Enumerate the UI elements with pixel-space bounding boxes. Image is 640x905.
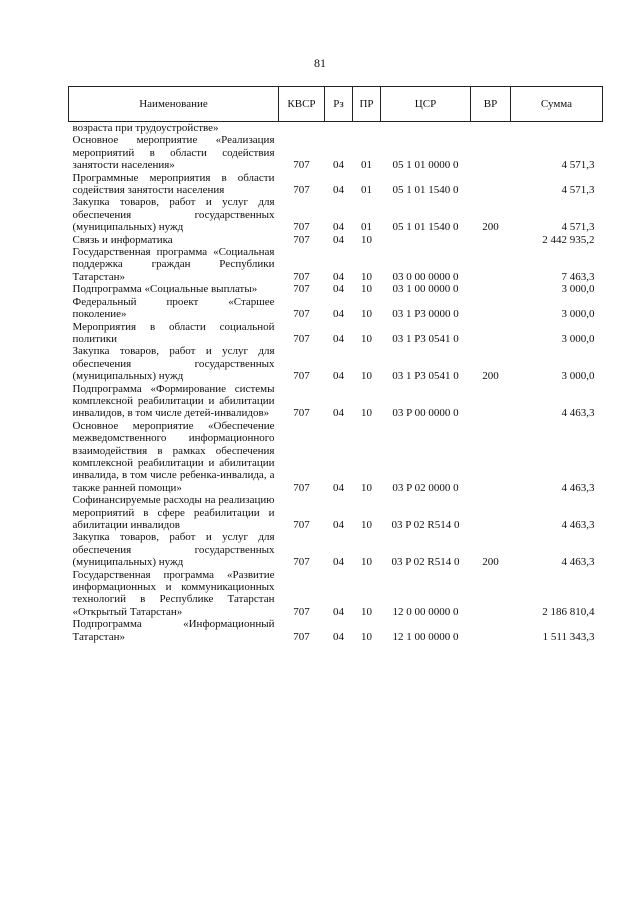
- cell-sum: 3 000,0: [561, 283, 595, 296]
- cell-csr: 05 1 01 1540 0: [392, 184, 459, 197]
- cell-vr: [471, 296, 511, 321]
- cell-pr: 10: [361, 233, 372, 246]
- header-name: Наименование: [69, 87, 279, 122]
- cell-kvsr: 707: [293, 370, 310, 383]
- table-row: [69, 122, 603, 135]
- header-pr: ПР: [353, 87, 381, 122]
- cell-name: Подпрограмма «Информационный Татарстан»: [72, 618, 275, 643]
- cell-csr: 12 1 00 0000 0: [392, 630, 459, 643]
- cell-kvsr: 707: [293, 308, 310, 321]
- cell-sum: 4 571,3: [561, 221, 595, 234]
- cell-pr: 10: [361, 605, 372, 618]
- cell-kvsr: 707: [293, 481, 310, 494]
- cell-kvsr: 707: [293, 407, 310, 420]
- table-row: [69, 494, 603, 531]
- cell-kvsr: 707: [293, 630, 310, 643]
- cell-name: Государственная программа «Развитие информационных и коммуникационных технологий в Республике Татарстан «Открытый Татарстан»: [72, 568, 275, 618]
- cell-kvsr: 707: [293, 270, 310, 283]
- cell-vr: [471, 234, 511, 246]
- cell-vr: [471, 122, 511, 135]
- cell-sum: 1 511 343,3: [542, 630, 595, 643]
- header-sum: Сумма: [511, 87, 603, 122]
- table-row: [69, 234, 603, 246]
- cell-csr: 03 1 P3 0541 0: [392, 370, 459, 383]
- cell-rz: 04: [333, 221, 344, 234]
- cell-kvsr: 707: [293, 605, 310, 618]
- cell-rz: 04: [333, 283, 344, 296]
- cell-sum: 4 571,3: [561, 184, 595, 197]
- cell-sum: 3 000,0: [561, 308, 595, 321]
- cell-csr: 03 0 00 0000 0: [392, 270, 459, 283]
- cell-pr: 10: [361, 556, 372, 569]
- table-row: [69, 296, 603, 321]
- cell-kvsr: 707: [293, 184, 310, 197]
- cell-rz: [325, 122, 353, 135]
- cell-csr: 03 1 P3 0000 0: [392, 308, 459, 321]
- cell-kvsr: 707: [293, 556, 310, 569]
- table-row: [69, 531, 603, 568]
- cell-rz: 04: [333, 407, 344, 420]
- cell-pr: 10: [361, 308, 372, 321]
- cell-csr: 05 1 01 1540 0: [392, 221, 459, 234]
- cell-rz: 04: [333, 519, 344, 531]
- cell-csr: [381, 234, 471, 246]
- cell-rz: 04: [333, 605, 344, 618]
- cell-csr: 03 P 02 R514 0: [391, 519, 460, 531]
- cell-pr: 01: [361, 184, 372, 197]
- cell-csr: 12 0 00 0000 0: [392, 605, 459, 618]
- table-row: [69, 134, 603, 171]
- table-row: [69, 172, 603, 197]
- table-row: [69, 321, 603, 346]
- cell-vr: [471, 383, 511, 420]
- cell-csr: 03 1 00 0000 0: [392, 283, 459, 296]
- cell-name: Закупка товаров, работ и услуг для обеспечения государственных (муниципальных) нужд: [72, 196, 275, 234]
- cell-csr: 03 P 02 R514 0: [391, 556, 460, 569]
- cell-sum: 7 463,3: [561, 270, 595, 283]
- cell-name: Закупка товаров, работ и услуг для обеспечения государственных (муниципальных) нужд: [72, 345, 275, 383]
- cell-sum: 4 463,3: [561, 519, 595, 531]
- cell-vr: 200: [482, 221, 499, 234]
- cell-name: Софинансируемые расходы на реализацию мероприятий в сфере реабилитации и абилитации инвалидов: [72, 494, 275, 531]
- table-row: [69, 196, 603, 233]
- cell-rz: 04: [333, 270, 344, 283]
- cell-pr: [353, 122, 381, 135]
- cell-kvsr: 707: [293, 233, 310, 246]
- cell-rz: 04: [333, 332, 344, 345]
- cell-sum: 4 463,3: [561, 407, 595, 420]
- cell-csr: 03 P 02 0000 0: [392, 481, 459, 494]
- cell-name: Мероприятия в области социальной политики: [72, 320, 275, 345]
- cell-name: Закупка товаров, работ и услуг для обеспечения государственных (муниципальных) нужд: [72, 531, 275, 569]
- cell-pr: 10: [361, 630, 372, 643]
- cell-sum: [511, 122, 603, 135]
- cell-pr: 10: [361, 270, 372, 283]
- cell-rz: 04: [333, 233, 344, 246]
- cell-vr: 200: [482, 556, 499, 569]
- table-header: [69, 87, 603, 122]
- header-vr: ВР: [471, 87, 511, 122]
- cell-name: Основное мероприятие «Обеспечение межведомственного информационного взаимодействия в рамках обеспечения комплексной реабилитации и абилитации инвалида, в том числе ребенка-инвалида, а также ранней помощи»: [72, 419, 275, 494]
- cell-vr: [471, 420, 511, 494]
- cell-pr: 01: [361, 221, 372, 234]
- table-row: [69, 246, 603, 283]
- cell-rz: 04: [333, 308, 344, 321]
- cell-rz: 04: [333, 630, 344, 643]
- header-csr: ЦСР: [381, 87, 471, 122]
- cell-sum: 3 000,0: [561, 370, 595, 383]
- table-row: [69, 420, 603, 494]
- cell-kvsr: [279, 122, 325, 135]
- cell-sum: 4 463,3: [561, 481, 595, 494]
- cell-name: возраста при трудоустройстве»: [72, 122, 219, 134]
- table-body: [69, 122, 603, 644]
- cell-name: Государственная программа «Социальная поддержка граждан Республики Татарстан»: [72, 246, 275, 283]
- cell-pr: 10: [361, 519, 372, 531]
- cell-rz: 04: [333, 370, 344, 383]
- cell-name: Связь и информатика: [72, 233, 173, 246]
- cell-vr: [471, 321, 511, 346]
- cell-name: Федеральный проект «Старшее поколение»: [72, 295, 275, 321]
- cell-kvsr: 707: [293, 283, 310, 296]
- cell-vr: [471, 283, 511, 295]
- cell-pr: 10: [361, 370, 372, 383]
- budget-table: [68, 86, 603, 643]
- page-number: 81: [314, 56, 326, 70]
- cell-name: Подпрограмма «Формирование системы комплексной реабилитации и абилитации инвалидов, в том числе детей-инвалидов»: [72, 382, 275, 420]
- cell-csr: 03 1 P3 0541 0: [392, 332, 459, 345]
- cell-sum: 3 000,0: [561, 332, 595, 345]
- cell-kvsr: 707: [293, 332, 310, 345]
- cell-kvsr: 707: [293, 519, 310, 531]
- cell-csr: 03 P 00 0000 0: [392, 407, 459, 420]
- cell-rz: 04: [333, 184, 344, 197]
- cell-name: Основное мероприятие «Реализация мероприятий в области содействия занятости населения»: [72, 134, 275, 172]
- cell-kvsr: 707: [293, 159, 310, 172]
- cell-sum: 4 571,3: [561, 159, 595, 172]
- cell-sum: 2 186 810,4: [542, 605, 595, 618]
- cell-csr: [381, 122, 471, 135]
- header-rz: Рз: [325, 87, 353, 122]
- cell-sum: 2 442 935,2: [542, 233, 595, 246]
- table-row: [69, 283, 603, 295]
- cell-vr: [471, 569, 511, 619]
- cell-sum: 4 463,3: [561, 556, 595, 569]
- cell-rz: 04: [333, 159, 344, 172]
- cell-vr: [471, 494, 511, 531]
- cell-pr: 10: [361, 332, 372, 345]
- cell-vr: [471, 134, 511, 171]
- header-kvsr: КВСР: [279, 87, 325, 122]
- cell-pr: 01: [361, 159, 372, 172]
- cell-name: Программные мероприятия в области содействия занятости населения: [72, 171, 275, 197]
- cell-pr: 10: [361, 283, 372, 296]
- cell-vr: 200: [482, 370, 499, 383]
- cell-pr: 10: [361, 407, 372, 420]
- cell-pr: 10: [361, 481, 372, 494]
- table-row: [69, 618, 603, 643]
- cell-rz: 04: [333, 481, 344, 494]
- cell-rz: 04: [333, 556, 344, 569]
- table-row: [69, 383, 603, 420]
- cell-kvsr: 707: [293, 221, 310, 234]
- table-row: [69, 345, 603, 382]
- cell-vr: [471, 246, 511, 283]
- cell-csr: 05 1 01 0000 0: [392, 159, 459, 172]
- table-row: [69, 569, 603, 619]
- cell-vr: [471, 172, 511, 197]
- cell-name: Подпрограмма «Социальные выплаты»: [72, 283, 258, 296]
- cell-vr: [471, 618, 511, 643]
